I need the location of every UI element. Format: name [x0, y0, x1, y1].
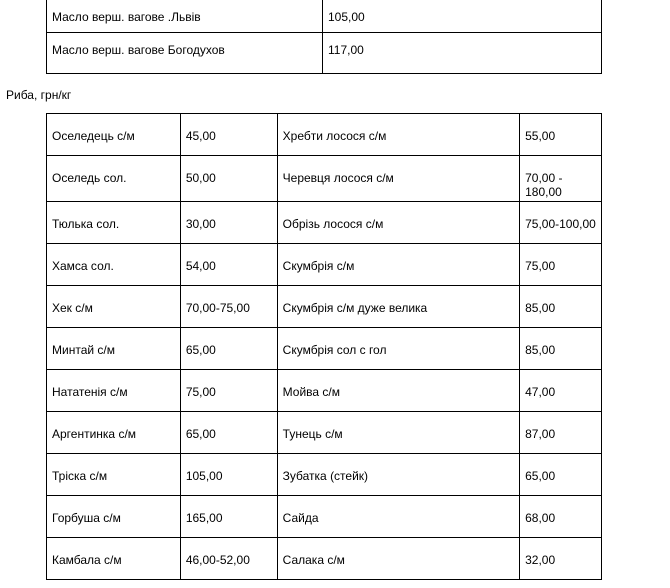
product-name-right: Тунець с/м [277, 412, 519, 454]
product-name-left: Нататенія с/м [47, 370, 181, 412]
table-row [47, 202, 602, 244]
table-row [47, 496, 602, 538]
product-price-right: 75,00 [520, 244, 602, 286]
product-price-right: 75,00-100,00 [520, 202, 602, 244]
product-name-left: Хек с/м [47, 286, 181, 328]
product-price-right: 47,00 [520, 370, 602, 412]
product-name-left: Тріска с/м [47, 454, 181, 496]
product-name-right: Салака с/м [277, 538, 519, 580]
product-price: 105,00 [323, 0, 602, 33]
table-row [47, 33, 602, 74]
table-row [47, 328, 602, 370]
table-row [47, 286, 602, 328]
product-name-left: Хамса сол. [47, 244, 181, 286]
product-name-right: Хребти лосося с/м [277, 114, 519, 156]
table-row [47, 114, 602, 156]
product-name-right: Зубатка (стейк) [277, 454, 519, 496]
product-price-right: 70,00 - 180,00 [520, 156, 602, 202]
product-price-right: 55,00 [520, 114, 602, 156]
product-price-right: 85,00 [520, 328, 602, 370]
table-row [47, 454, 602, 496]
product-price-left: 65,00 [180, 328, 277, 370]
fish-table-body [47, 114, 602, 580]
product-price-right: 65,00 [520, 454, 602, 496]
product-price-left: 46,00-52,00 [180, 538, 277, 580]
table-row [47, 244, 602, 286]
product-price-right: 32,00 [520, 538, 602, 580]
product-price-left: 54,00 [180, 244, 277, 286]
product-name-left: Камбала с/м [47, 538, 181, 580]
table-row [47, 538, 602, 580]
product-price-right: 68,00 [520, 496, 602, 538]
product-name-right: Черевця лосося с/м [277, 156, 519, 202]
table-row [47, 412, 602, 454]
product-price-left: 165,00 [180, 496, 277, 538]
product-price-left: 75,00 [180, 370, 277, 412]
product-name-right: Скумбрія с/м дуже велика [277, 286, 519, 328]
product-price-left: 50,00 [180, 156, 277, 202]
product-price: 117,00 [323, 33, 602, 74]
product-price-right: 85,00 [520, 286, 602, 328]
fish-section-title: Риба, грн/кг [6, 88, 72, 102]
butter-price-table [46, 0, 602, 74]
table-row [47, 370, 602, 412]
product-name-left: Оселедь сол. [47, 156, 181, 202]
fish-price-table [46, 113, 602, 580]
product-name-right: Скумбрія сол с гол [277, 328, 519, 370]
product-name-left: Оселедець с/м [47, 114, 181, 156]
product-name-right: Обрізь лосося с/м [277, 202, 519, 244]
product-name-left: Минтай с/м [47, 328, 181, 370]
product-name-left: Горбуша с/м [47, 496, 181, 538]
table-row [47, 0, 602, 33]
product-name-left: Аргентинка с/м [47, 412, 181, 454]
product-price-left: 30,00 [180, 202, 277, 244]
table-row [47, 156, 602, 202]
product-price-left: 45,00 [180, 114, 277, 156]
product-name-left: Тюлька сол. [47, 202, 181, 244]
product-price-left: 105,00 [180, 454, 277, 496]
product-name: Масло верш. вагове Богодухов [47, 33, 323, 74]
product-name-right: Мойва с/м [277, 370, 519, 412]
product-price-left: 65,00 [180, 412, 277, 454]
product-price-left: 70,00-75,00 [180, 286, 277, 328]
product-name-right: Сайда [277, 496, 519, 538]
product-name: Масло верш. вагове .Львів [47, 0, 323, 33]
product-price-right: 87,00 [520, 412, 602, 454]
product-name-right: Скумбрія с/м [277, 244, 519, 286]
